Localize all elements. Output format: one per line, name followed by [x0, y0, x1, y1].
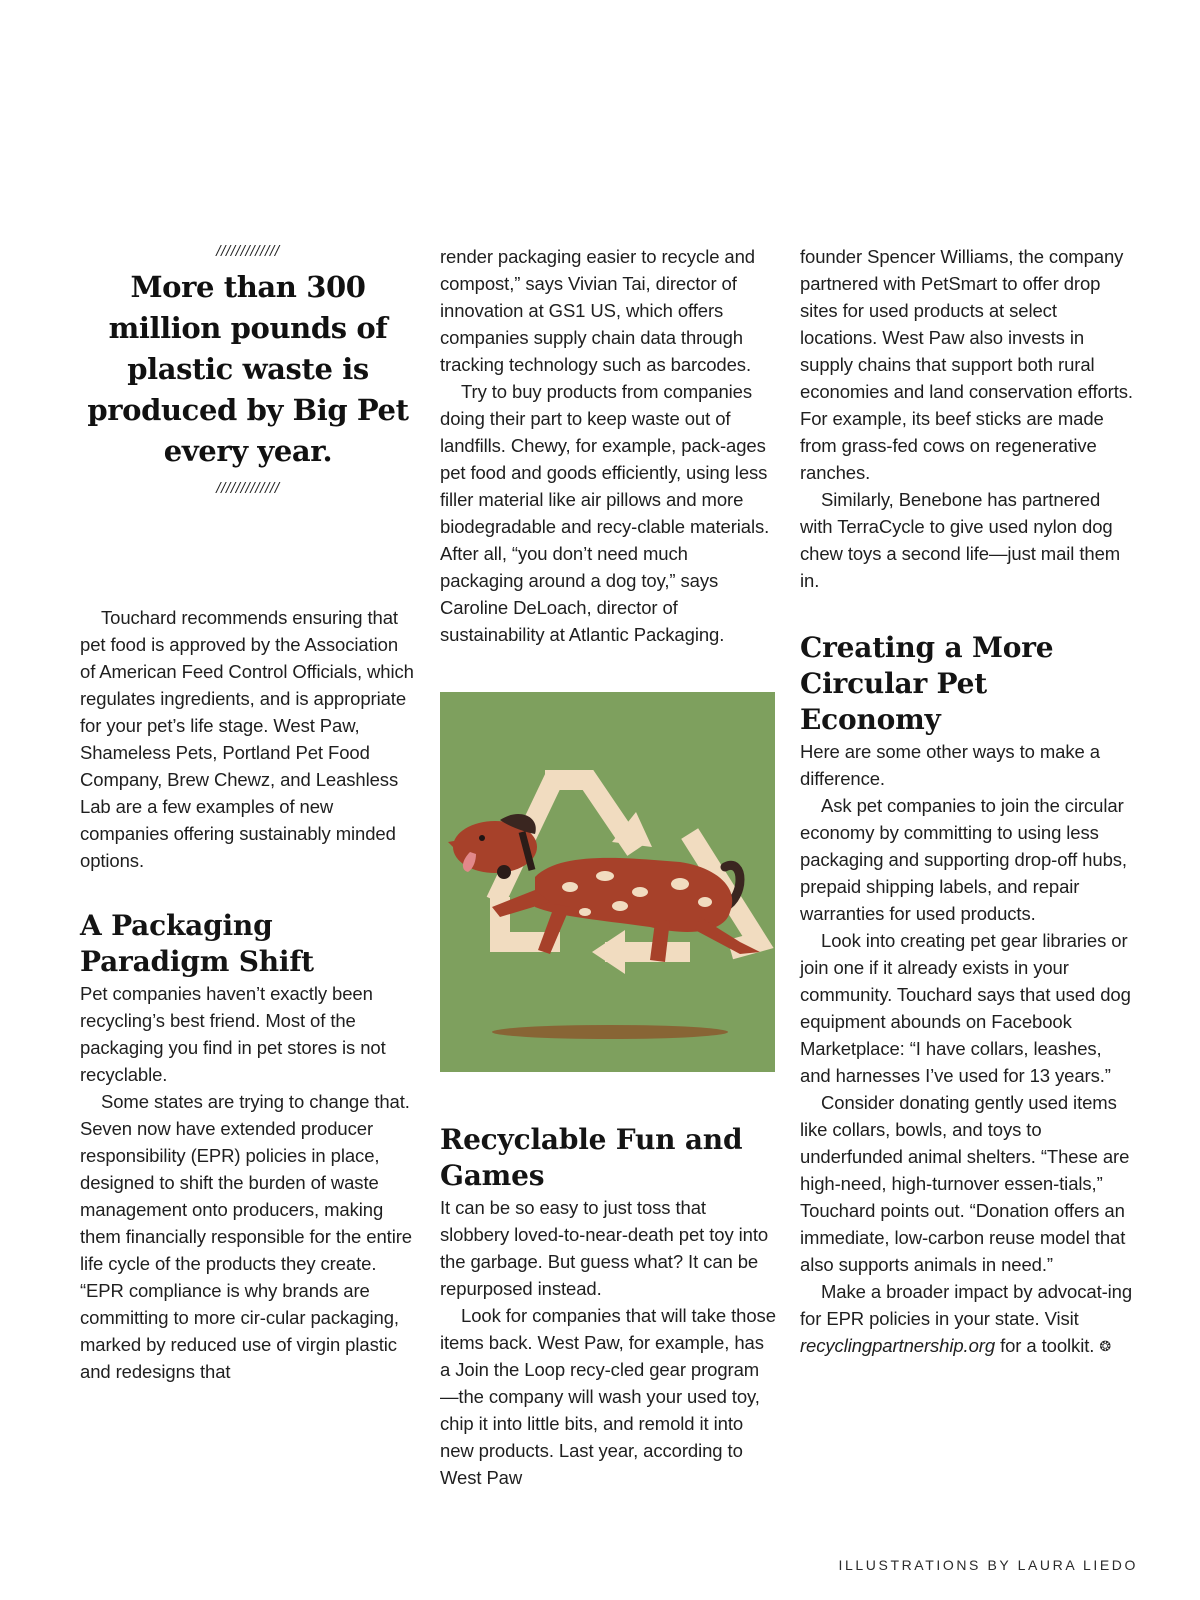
packaging-paragraph-1: Pet companies haven’t exactly been recycling’s best friend. Most of the packaging you find in pet stores is not recyclable. — [80, 983, 386, 1085]
column3-paragraph-2: Similarly, Benebone has partnered with TerraCycle to give used nylon dog chew toys a second life—just mail them in. — [800, 489, 1121, 591]
pull-quote-rule-top: ///////////// — [216, 244, 280, 259]
illustration-credit: ILLUSTRATIONS BY LAURA LIEDO — [838, 1557, 1138, 1573]
column-2 — [440, 243, 776, 1491]
intro-paragraph: Touchard recommends ensuring that pet food is approved by the Association of American Feed Control Officials, which regulates ingredients, and is appropriate for your pet’s life stage. West Paw, Shameless Pets, Portland Pet Food Company, Brew Chewz, and Leashless Lab are a few examples of new companies offering sustainably minded options. — [80, 607, 414, 871]
advocacy-text: Make a broader impact by advocat-ing for EPR policies in your state. Visit — [800, 1281, 1133, 1329]
pull-quote-rule-bottom: ///////////// — [216, 481, 280, 496]
circular-economy-heading: Creating a More Circular Pet Economy — [800, 631, 1054, 736]
pull-quote — [80, 243, 416, 498]
circular-paragraph-4: Consider donating gently used items like collars, bowls, and toys to underfunded animal shelters. “These are high-need, high-turnover essen-tials,” Touchard points out. “Donation offers an immediate, low-carbon reuse model that also supports animals in need.” — [800, 1092, 1130, 1275]
column2-paragraph-1: render packaging easier to recycle and compost,” says Vivian Tai, director of innovation at GS1 US, which offers companies supply chain data through tracking technology such as barcodes. — [440, 246, 756, 375]
pull-quote-text: More than 300 million pounds of plastic waste is produced by Big Pet every year. — [87, 270, 409, 468]
column-3 — [800, 243, 1136, 1360]
recyclable-paragraph-1: It can be so easy to just toss that slobbery loved-to-near-death pet toy into the garbage. But guess what? It can be repurposed instead. — [440, 1197, 769, 1299]
advocacy-text-tail: for a toolkit. — [995, 1335, 1095, 1356]
recyclable-heading: Recyclable Fun and Games — [440, 1123, 743, 1192]
circular-paragraph-5 — [800, 1278, 1136, 1360]
dog-shadow — [492, 1025, 728, 1039]
circular-paragraph-1: Here are some other ways to make a difference. — [800, 741, 1100, 789]
packaging-heading: A Packaging Paradigm Shift — [80, 909, 314, 978]
circular-paragraph-3: Look into creating pet gear libraries or join one if it already exists in your community. Touchard says that used dog equipment abounds on Facebook Marketplace: “I have collars, leashes, and harnesses I’ve used for 13 years.” — [800, 930, 1131, 1086]
packaging-paragraph-2: Some states are trying to change that. Seven now have extended producer responsibility (EPR) policies in place, designed to shift the burden of waste management onto producers, making them financially responsible for the entire life cycle of the products they create. “EPR compliance is why brands are committing to more cir-cular packaging, marked by reduced use of virgin plastic and redesigns that — [80, 1091, 412, 1382]
circular-paragraph-2: Ask pet companies to join the circular economy by committing to using less packaging and supporting drop-off hubs, prepaid shipping labels, and repair warranties for used products. — [800, 795, 1127, 924]
recycling-partnership-link[interactable]: recyclingpartnership.org — [800, 1335, 996, 1356]
end-mark-icon: ❂ — [1099, 1338, 1111, 1354]
column2-paragraph-2: Try to buy products from companies doing their part to keep waste out of landfills. Chewy, for example, pack-ages pet food and goods efficiently, using less filler material like air pillows and more biodegradable and recy-clable materials. After all, “you don’t need much packaging around a dog toy,” says Caroline DeLoach, director of sustainability at Atlantic Packaging. — [440, 381, 770, 645]
column-1 — [80, 243, 416, 1385]
recyclable-paragraph-2: Look for companies that will take those items back. West Paw, for example, has a Join the Loop recy-cled gear program—the company will wash your used toy, chip it into little bits, and remold it into new products. Last year, according to West Paw — [440, 1305, 776, 1488]
column3-paragraph-1: founder Spencer Williams, the company partnered with PetSmart to offer drop sites for used products at select locations. West Paw also invests in supply chains that support both rural economies and land conservation efforts. For example, its beef sticks are made from grass-fed cows on regenerative ranches. — [800, 246, 1133, 483]
dog-recycle-illustration — [440, 692, 775, 1072]
